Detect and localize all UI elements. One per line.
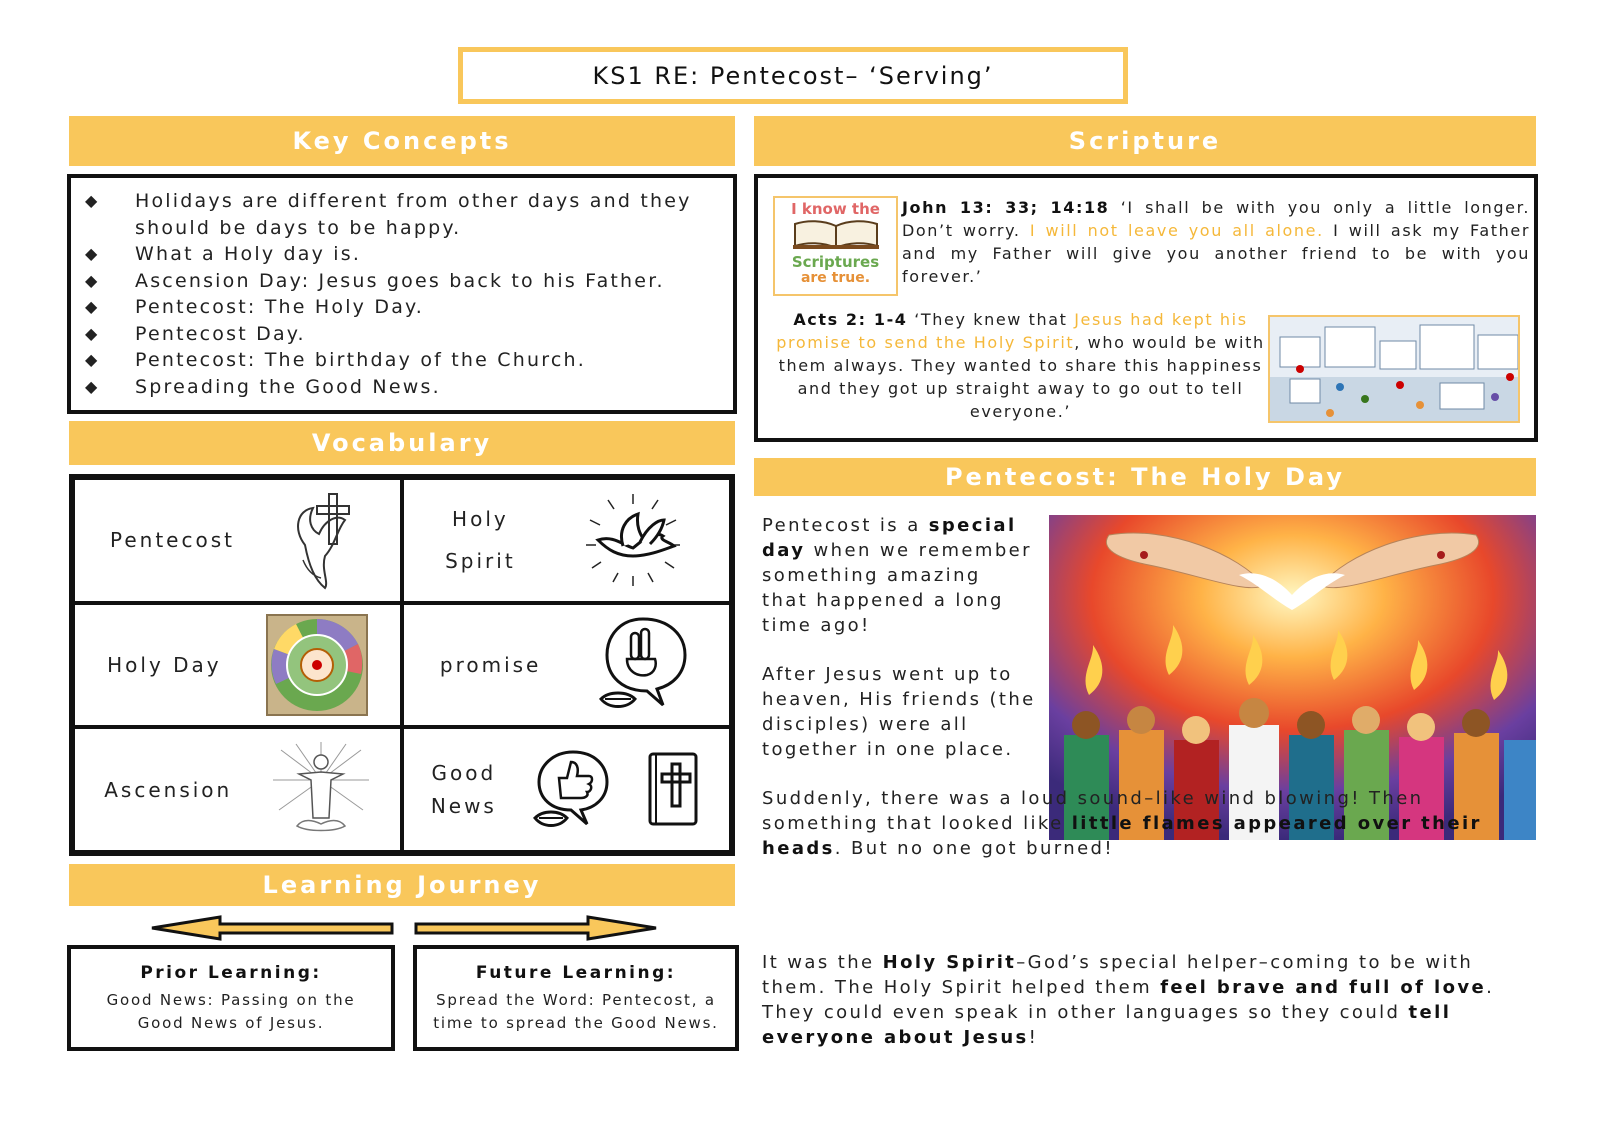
paragraph-text: Pentecost is a <box>762 515 929 536</box>
paragraph-text: –God’s special helper–coming to be with them. The Holy Spirit helped them <box>762 952 1474 998</box>
diamond-bullet-icon: ◆ <box>85 191 100 210</box>
vocabulary-banner <box>69 421 735 465</box>
vocab-word-line: News <box>430 793 497 818</box>
vocab-word <box>445 498 516 582</box>
vocab-word: promise <box>439 652 542 677</box>
prior-learning-box <box>67 945 395 1051</box>
paragraph-bold: feel brave and full of love <box>1160 977 1487 998</box>
page-title <box>458 47 1128 104</box>
vocab-cell-holy-day <box>73 603 402 728</box>
vocab-word: Pentecost <box>110 528 235 553</box>
list-item <box>81 294 723 321</box>
acts-text: ‘They knew that <box>907 310 1075 329</box>
list-item-text: Pentecost Day. <box>135 322 306 345</box>
vocab-cell-pentecost <box>73 478 402 603</box>
paragraph-text: It was the <box>762 952 883 973</box>
holy-day-paragraph-2 <box>762 662 1047 762</box>
paragraph-text: . But no one got burned! <box>834 838 1114 859</box>
bible-icon <box>644 750 702 830</box>
diamond-bullet-icon: ◆ <box>85 270 100 290</box>
vocab-cell-promise <box>402 603 731 728</box>
key-concepts-heading: Key Concepts <box>292 127 512 155</box>
prior-learning-text: Good News of Jesus. <box>137 1014 325 1032</box>
badge-text: Scriptures <box>791 253 880 271</box>
acts-reference: Acts 2: 1-4 <box>793 310 908 329</box>
paragraph-bold: tell everyone about Jesus <box>762 1002 1452 1048</box>
vocab-cell-ascension <box>73 727 402 852</box>
paragraph-text: when we remember something amazing that happened a long time ago! <box>762 540 1032 636</box>
scriptures-badge <box>773 196 898 296</box>
dove-icon <box>578 490 688 590</box>
list-item <box>81 241 723 268</box>
holy-day-paragraph-4 <box>762 950 1532 1050</box>
liturgical-calendar-icon <box>266 614 368 716</box>
john-highlight: I will not leave you all alone. <box>1029 221 1324 240</box>
list-item <box>81 347 723 374</box>
scripture-heading: Scripture <box>1068 127 1222 155</box>
paragraph-text: . They could even speak in other languages so they could <box>762 977 1495 1023</box>
future-learning-text: Spread the Word: Pentecost, a <box>436 991 716 1009</box>
john-text: ‘I shall be with you only a little longer. Don’t worry. <box>902 198 1531 240</box>
list-item-text: Pentecost: The Holy Day. <box>135 296 425 318</box>
page-title-text: KS1 RE: Pentecost– ‘Serving’ <box>592 61 994 90</box>
paragraph-text: After Jesus went up to heaven, His friends (the disciples) were all together in one place. <box>762 664 1036 760</box>
list-item <box>81 374 723 401</box>
paragraph-text: ! <box>1028 1027 1039 1048</box>
acts-passage <box>772 308 1269 423</box>
vocab-word-line: Spirit <box>445 549 516 574</box>
list-item <box>81 188 723 241</box>
list-item <box>81 268 723 295</box>
acts-highlight: Jesus had kept his promise to send the Holy Spirit <box>776 310 1248 352</box>
vocab-cell-holy-spirit <box>402 478 731 603</box>
diamond-bullet-icon: ◆ <box>85 244 100 263</box>
john-passage <box>902 196 1530 288</box>
dove-cross-icon <box>285 490 365 590</box>
diamond-bullet-icon: ◆ <box>85 297 100 316</box>
holy-day-paragraph-1 <box>762 513 1032 638</box>
badge-text: I know the <box>791 200 880 218</box>
vocabulary-grid <box>69 474 735 856</box>
paragraph-text: Suddenly, there was a loud sound–like wind blowing! Then something that looked like <box>762 788 1424 834</box>
key-concepts-list <box>71 178 733 400</box>
list-item-text: Spreading the Good News. <box>135 375 441 398</box>
acts-text: , who would be with them always. They wanted to share this happiness and they got up straight away to go out to tell everyone.’ <box>778 333 1265 421</box>
left-arrow-icon <box>150 914 395 942</box>
prior-learning-title: Prior Learning: <box>140 963 322 983</box>
holy-day-paragraph-3 <box>762 786 1532 861</box>
future-learning-title: Future Learning: <box>475 963 677 983</box>
list-item-text: Pentecost: The birthday of the Church. <box>135 349 586 371</box>
list-item-text: What a Holy day is. <box>135 243 362 265</box>
future-learning-text: time to spread the Good News. <box>433 1014 719 1032</box>
diamond-bullet-icon: ◆ <box>85 323 100 343</box>
diamond-bullet-icon: ◆ <box>85 350 100 369</box>
town-scene-icon <box>1270 317 1520 423</box>
vocab-cell-good-news <box>402 727 731 852</box>
key-concepts-box <box>67 174 737 414</box>
paragraph-bold: little flames appeared over their heads <box>762 813 1482 859</box>
list-item-text: Ascension Day: Jesus goes back to his Father. <box>135 269 665 292</box>
vocab-word: Ascension <box>104 777 233 802</box>
vocab-word-line: Good <box>431 760 497 785</box>
vocab-word: Holy Day <box>107 652 222 677</box>
vocabulary-heading: Vocabulary <box>311 429 493 457</box>
list-item <box>81 321 723 348</box>
town-illustration <box>1268 315 1520 423</box>
john-text: I will ask my Father and my Father will give you another friend to be with you forever.’ <box>902 221 1530 286</box>
paragraph-bold: Holy Spirit <box>882 952 1017 973</box>
thumbs-up-speech-icon <box>531 748 611 832</box>
holy-day-banner <box>754 458 1536 496</box>
prior-learning-text: Good News: Passing on the <box>106 991 356 1009</box>
paragraph-bold: special day <box>762 515 1017 561</box>
list-item-text: Holidays are different from other days and they should be days to be happy. <box>135 190 692 239</box>
diamond-bullet-icon: ◆ <box>85 376 100 396</box>
key-concepts-banner <box>69 116 735 166</box>
learning-journey-heading: Learning Journey <box>262 871 542 899</box>
vocab-word-line: Holy <box>452 507 509 532</box>
scripture-banner <box>754 116 1536 166</box>
learning-journey-banner <box>69 864 735 906</box>
holy-day-heading: Pentecost: The Holy Day <box>944 463 1346 491</box>
vocab-word <box>431 757 497 823</box>
future-learning-box <box>413 945 739 1051</box>
ascension-icon <box>271 740 371 840</box>
john-reference: John 13: 33; 14:18 <box>902 198 1110 217</box>
badge-text: are true. <box>800 270 871 286</box>
open-book-icon <box>791 218 881 250</box>
promise-speech-icon <box>593 615 693 715</box>
right-arrow-icon <box>413 914 658 942</box>
